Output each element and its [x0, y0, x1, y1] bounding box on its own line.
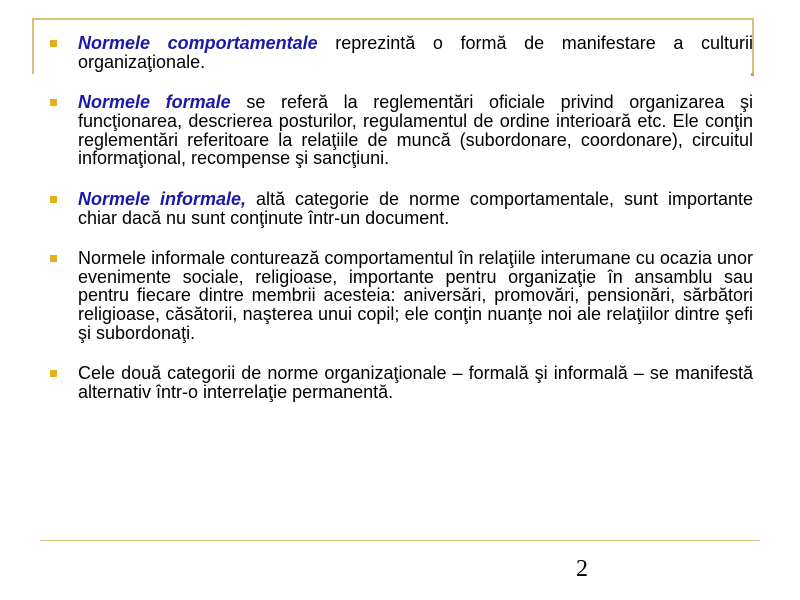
- bottom-divider-line: [40, 540, 760, 541]
- bullet-item-text: Normele informale conturează comportamentul în relaţiile interumane cu ocazia unor evenimente sociale, religioase, importante pentru organizaţie în ansamblu sau pentru fiecare dintre membrii acesteia: aniversări, promovări, pensionări, sărbători religioase, căsătorii, naşterea unui copil; ele conţin nuanţe noi ale relaţiilor dintre şefi şi subordonaţi.: [78, 247, 753, 344]
- square-bullet-icon: [50, 40, 57, 47]
- page-number: 2: [576, 556, 588, 582]
- bullet-item-5: [48, 364, 753, 402]
- bullet-item-3: [48, 190, 753, 228]
- bullet-item-highlight: Normele informale,: [78, 188, 247, 209]
- square-bullet-icon: [50, 99, 57, 106]
- bullet-item-highlight: Normele formale: [78, 92, 231, 113]
- bullet-list: [48, 34, 753, 423]
- square-bullet-icon: [50, 196, 57, 203]
- bullet-item-text: Cele două categorii de norme organizaţionale – formală şi informală – se manifestă alternativ într-o interrelaţie permanentă.: [78, 363, 753, 403]
- bullet-item-text: se referă la reglementări oficiale privind organizarea şi funcţionarea, descrierea posturilor, regulamentul de ordine interioară etc. Ele conţin reglementări referitoare la relaţiile de muncă (subordonare, coordonare), circuitul informaţional, recompense şi sancţiuni.: [78, 92, 753, 169]
- bullet-item-highlight: Normele comportamentale: [78, 33, 318, 53]
- bullet-item-2: [48, 93, 753, 168]
- bullet-item-text: altă categorie de norme comportamentale, sunt importante chiar dacă nu sunt conţinute într-un document.: [78, 188, 753, 228]
- left-border-line: [32, 18, 34, 74]
- top-border-line: [32, 18, 754, 20]
- bullet-item-4: [48, 249, 753, 343]
- bullet-item-text: reprezintă o formă de manifestare a culturii organizaţionale.: [78, 33, 753, 72]
- bullet-item-1: [48, 34, 753, 72]
- square-bullet-icon: [50, 255, 57, 262]
- square-bullet-icon: [50, 370, 57, 377]
